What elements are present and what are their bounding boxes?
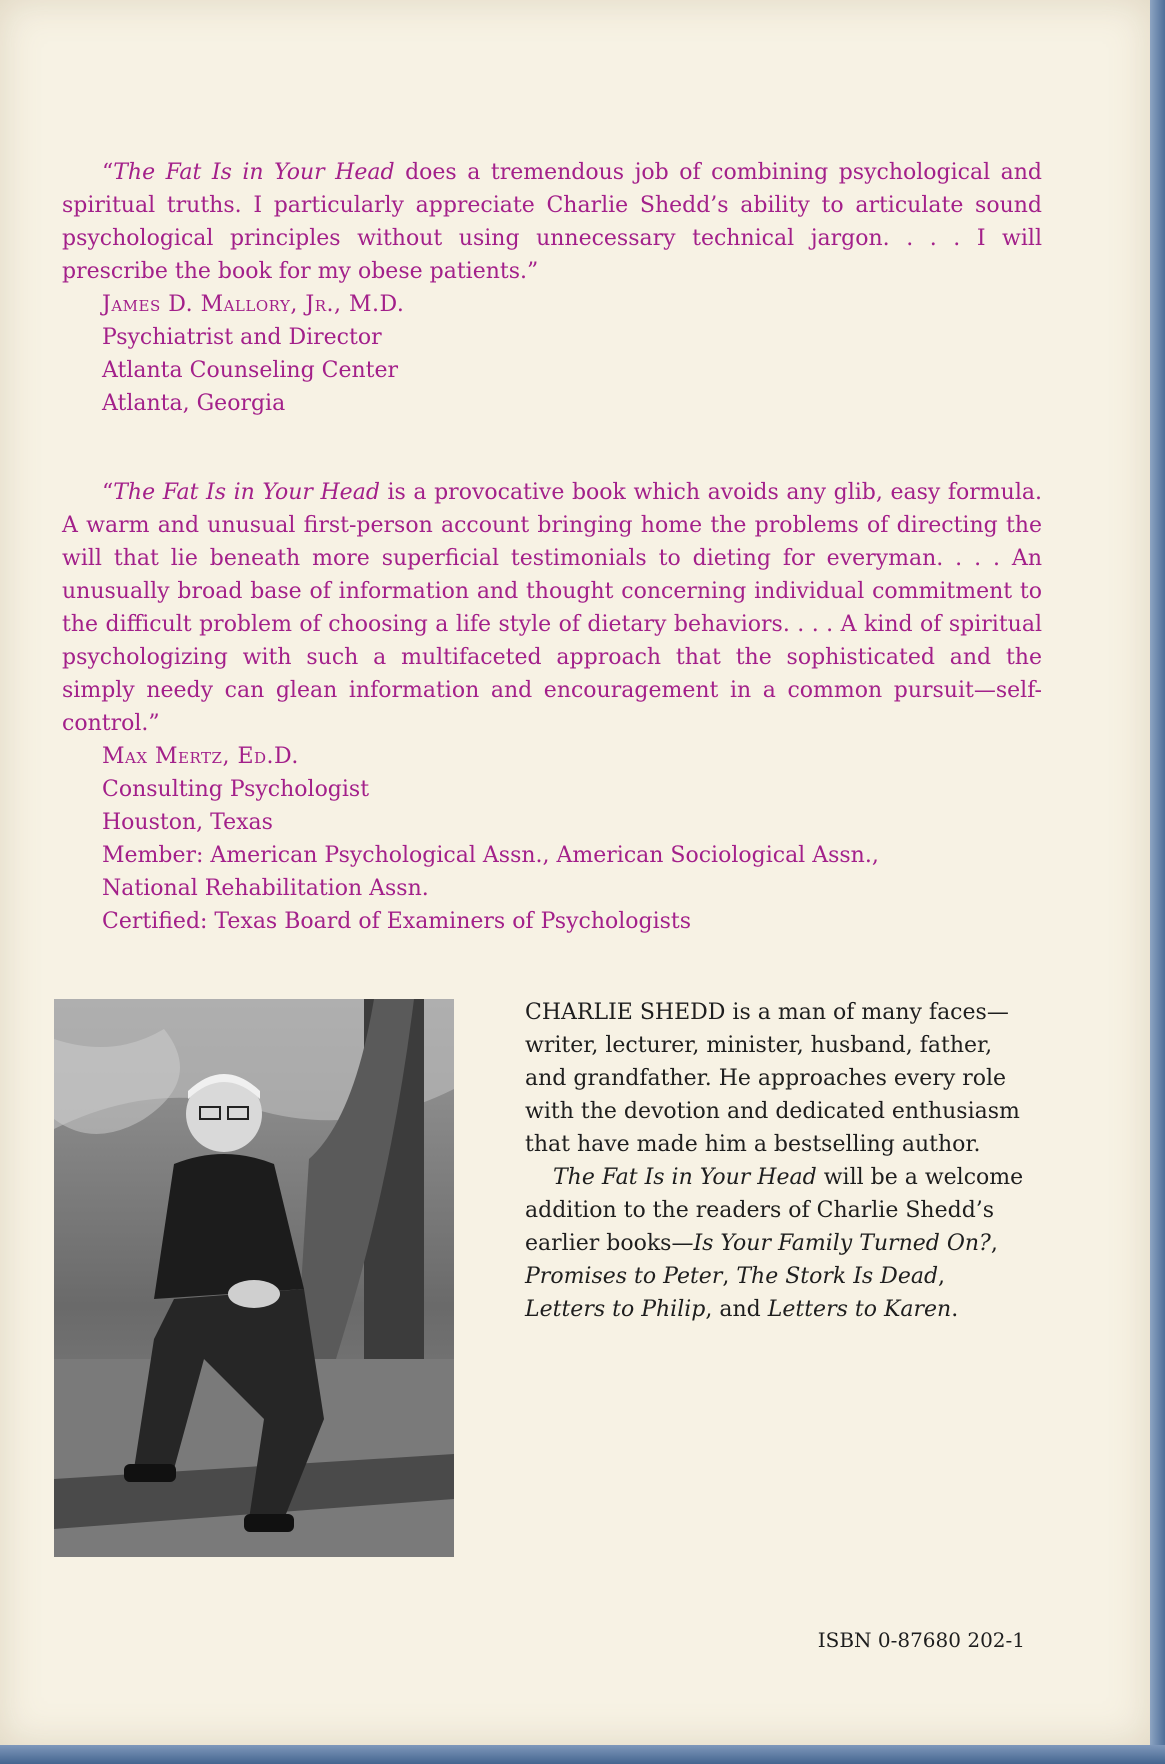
endorser-organization: Atlanta Counseling Center xyxy=(102,358,399,383)
endorsement-mertz xyxy=(62,476,1042,938)
cover-right-edge xyxy=(1150,0,1165,1764)
earlier-book-1: Is Your Family Turned On? xyxy=(693,1231,991,1256)
book-title: The Fat Is in Your Head xyxy=(553,1165,817,1190)
earlier-book-3: The Stork Is Dead xyxy=(736,1264,939,1289)
endorser-name: James D. Mallory, Jr., M.D. xyxy=(102,292,405,317)
endorser-title: Consulting Psychologist xyxy=(102,777,370,802)
cover-bottom-edge xyxy=(0,1745,1165,1764)
endorser-location: Houston, Texas xyxy=(102,810,273,835)
endorsement-mertz-text: “The Fat Is in Your Head is a provocative book which avoids any glib, easy formula. A warm and unusual first-person account bringing home the problems of directing the will that lie beneath more superficial testimonials to dieting for everyman. . . . An unusually broad base of information and thought concerning individual commitment to the difficult problem of choosing a life style of dietary behaviors. . . . A kind of spiritual psychologizing with such a multifaceted approach that the sophisticated and the simply needy can glean information and encouragement in a common pursuit—self-control.” xyxy=(62,480,1042,736)
author-bio xyxy=(525,996,1025,1326)
bio-paragraph-1: CHARLIE SHEDD is a man of many faces—writer, lecturer, minister, husband, father, and grandfather. He approaches every role with the devotion and dedicated enthusiasm that have made him a bestselling author. xyxy=(525,1000,1020,1157)
earlier-book-2: Promises to Peter xyxy=(525,1264,723,1289)
book-title: The Fat Is in Your Head xyxy=(113,160,395,185)
book-title: The Fat Is in Your Head xyxy=(113,480,380,505)
author-photo xyxy=(54,999,454,1557)
endorser-name: Max Mertz, Ed.D. xyxy=(102,744,299,769)
endorsement-mallory xyxy=(62,156,1042,420)
endorser-certification: Certified: Texas Board of Examiners of Psychologists xyxy=(102,909,692,934)
endorser-title: Psychiatrist and Director xyxy=(102,325,382,350)
earlier-book-4: Letters to Philip xyxy=(525,1297,706,1322)
bio-paragraph-2: The Fat Is in Your Head will be a welcome addition to the readers of Charlie Shedd’s earlier books—Is Your Family Turned On?, Promises to Peter, The Stork Is Dead, Letters to Philip, and Letters to Karen. xyxy=(525,1165,1024,1322)
isbn-number: ISBN 0-87680 202-1 xyxy=(817,1628,1025,1652)
endorser-membership: Member: American Psychological Assn., American Sociological Assn., xyxy=(102,843,879,868)
endorser-location: Atlanta, Georgia xyxy=(102,391,286,416)
endorsement-mallory-text: “The Fat Is in Your Head does a tremendous job of combining psychological and spiritual truths. I particularly appreciate Charlie Shedd’s ability to articulate sound psychological principles without using unnecessary technical jargon. . . . I will prescribe the book for my obese patients.” xyxy=(62,160,1042,284)
earlier-book-5: Letters to Karen xyxy=(767,1297,952,1322)
endorser-membership-cont: National Rehabilitation Assn. xyxy=(102,876,429,901)
